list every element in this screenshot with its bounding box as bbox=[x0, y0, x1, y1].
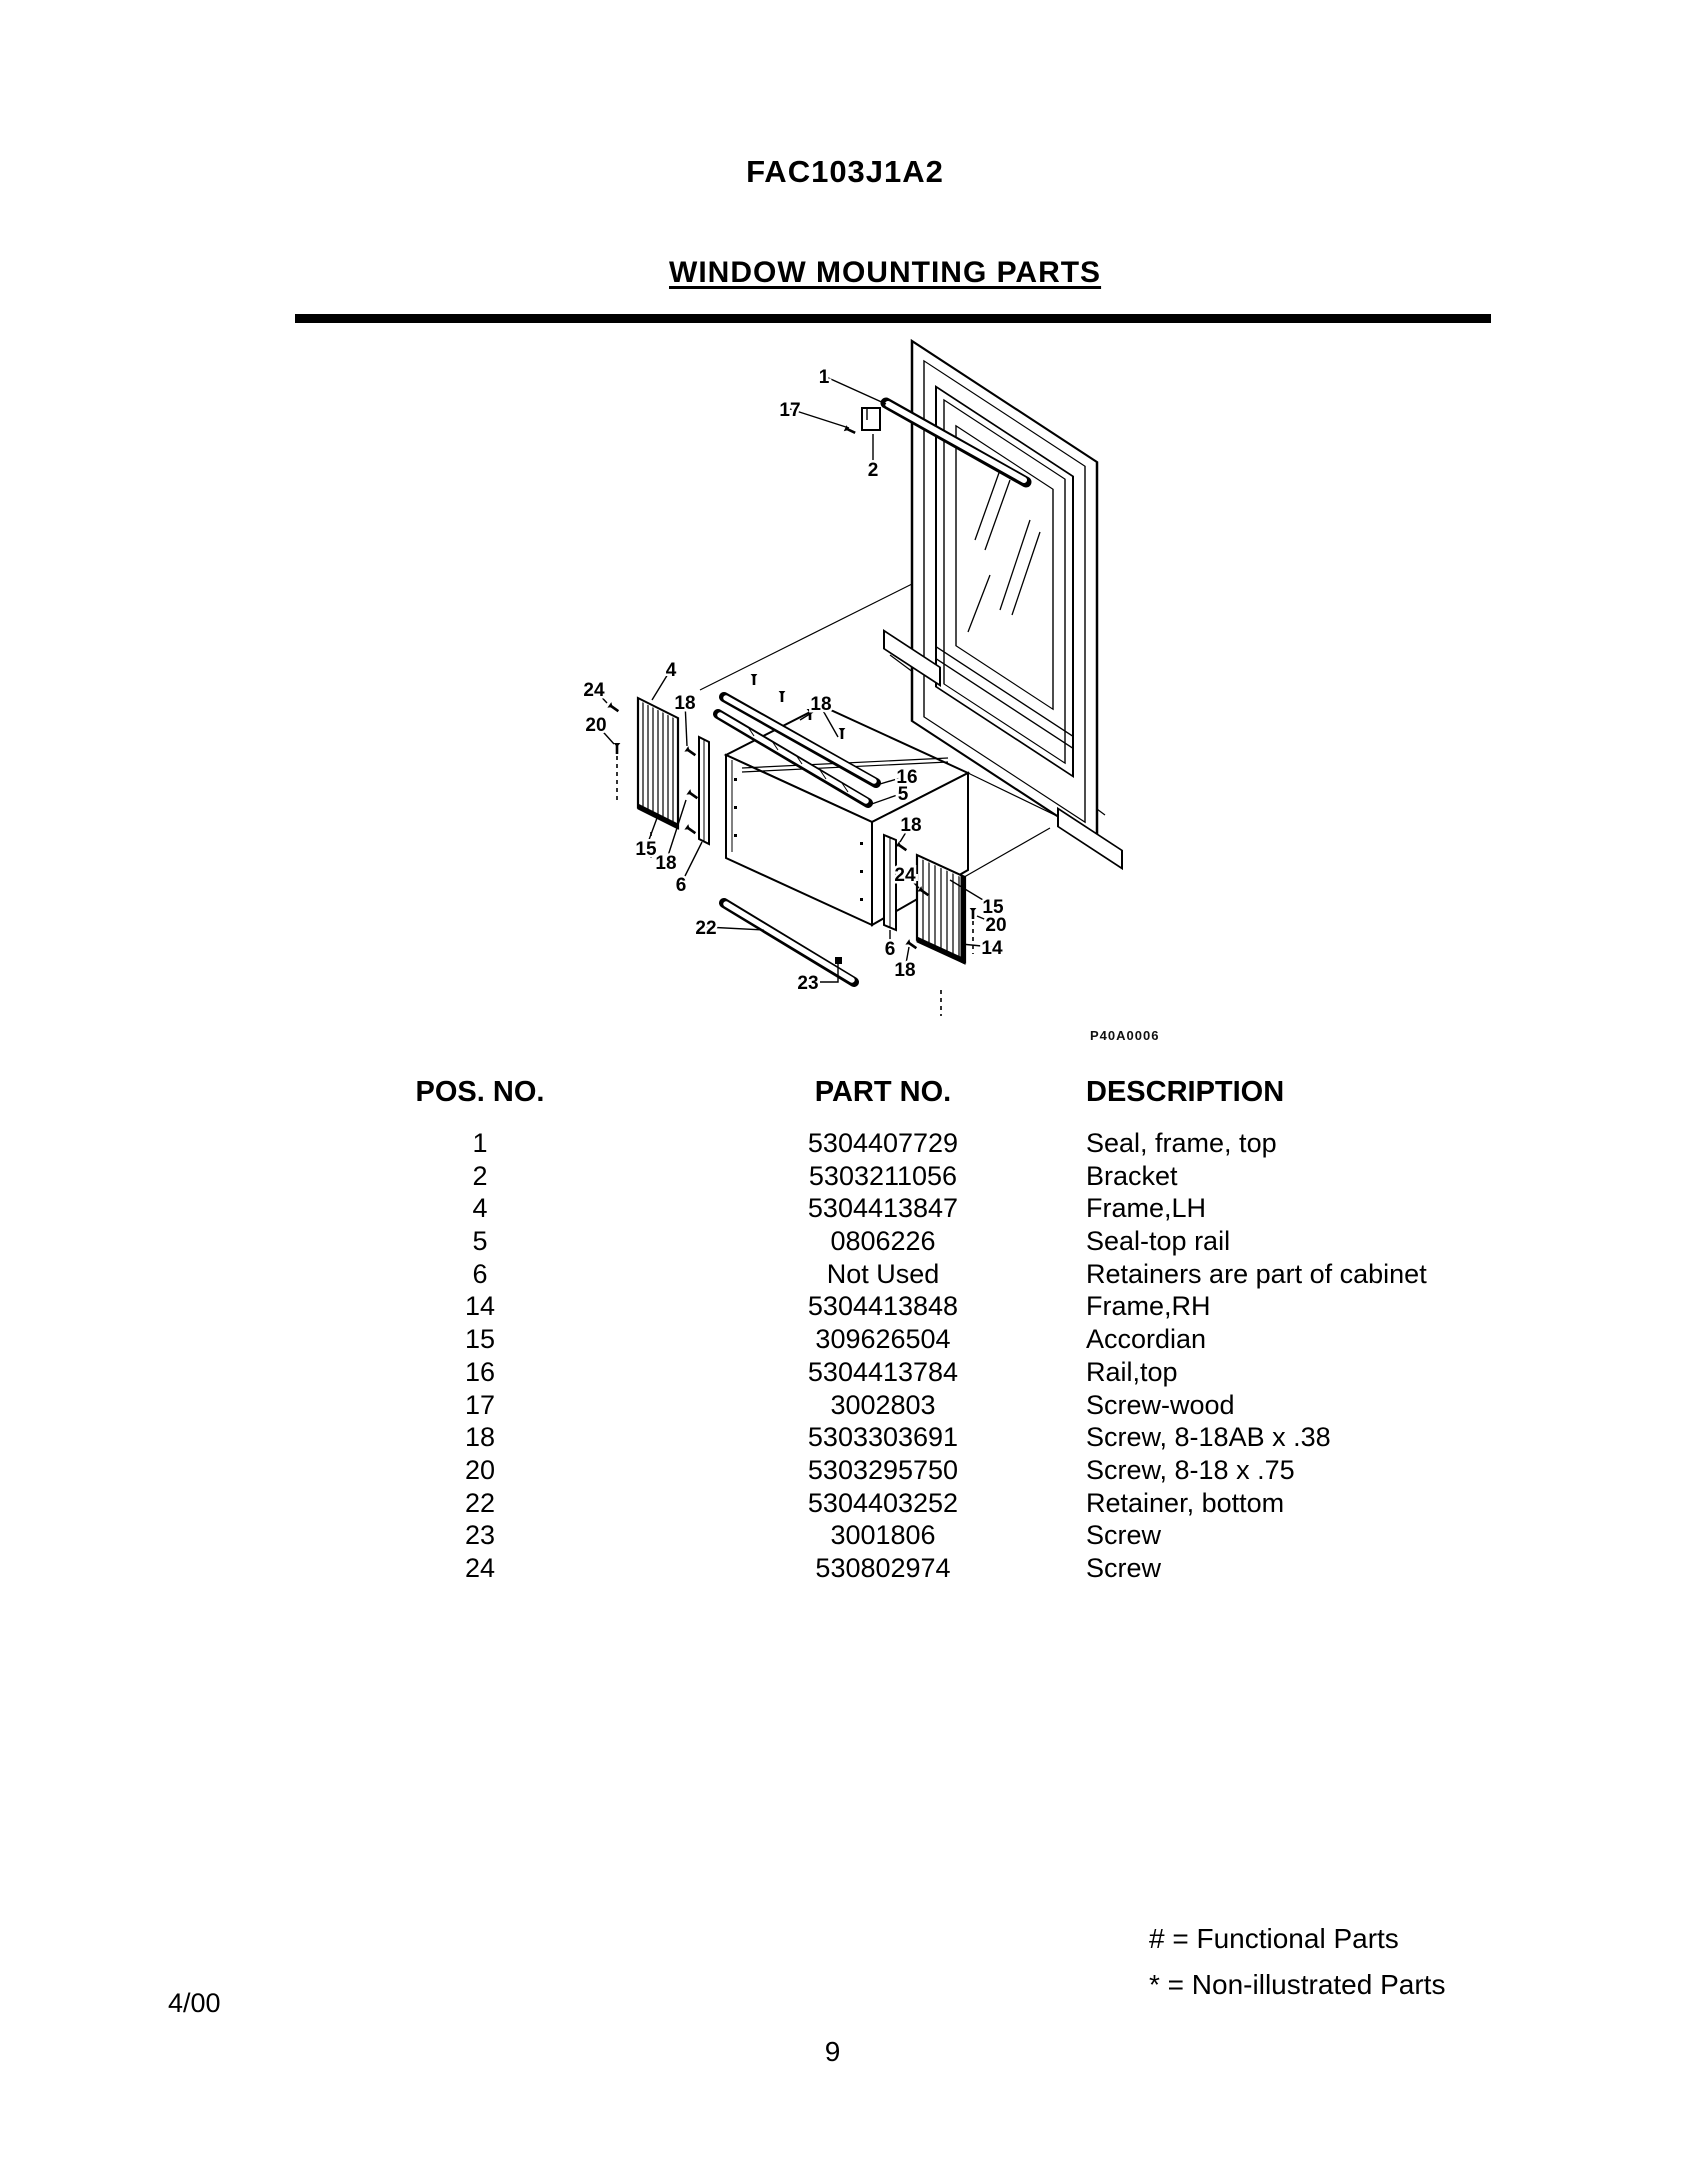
table-row bbox=[380, 1421, 1331, 1454]
cell-pos-no: 16 bbox=[464, 1356, 496, 1387]
callout-leader bbox=[824, 376, 886, 404]
table-row bbox=[380, 1389, 1320, 1422]
table-row bbox=[380, 1454, 1320, 1487]
parts-table-header bbox=[380, 1076, 1320, 1112]
cell-part-no: 5304413784 bbox=[807, 1356, 959, 1387]
callout-number: 20 bbox=[585, 715, 607, 736]
cell-part-no: 3001806 bbox=[830, 1520, 936, 1551]
cell-description: Seal, frame, top bbox=[1086, 1128, 1277, 1158]
callout-number: 22 bbox=[695, 918, 717, 939]
cell-pos-no: 23 bbox=[464, 1520, 496, 1551]
figure-code: P40A0006 bbox=[1090, 1028, 1160, 1043]
table-row bbox=[380, 1552, 1320, 1585]
callout-number: 18 bbox=[810, 694, 832, 715]
cell-part-no: 3002803 bbox=[830, 1389, 936, 1420]
callout-number: 2 bbox=[867, 460, 879, 481]
callout-number: 24 bbox=[894, 865, 916, 886]
callout-number: 18 bbox=[894, 960, 916, 981]
page-title: FAC103J1A2 bbox=[746, 154, 944, 189]
cell-pos-no: 18 bbox=[464, 1422, 496, 1453]
callout-number: 14 bbox=[981, 938, 1003, 959]
callout-number: 15 bbox=[982, 897, 1004, 918]
cell-part-no: 0806226 bbox=[830, 1226, 936, 1257]
cell-description: Retainers are part of cabinet bbox=[1086, 1258, 1427, 1289]
col-header-pos-no: POS. NO. bbox=[415, 1076, 545, 1108]
cell-pos-no: 22 bbox=[464, 1487, 496, 1518]
cell-pos-no: 17 bbox=[464, 1389, 496, 1420]
cell-part-no: 5303295750 bbox=[807, 1454, 959, 1485]
callout-number: 16 bbox=[896, 767, 918, 788]
exploded-diagram bbox=[540, 330, 1160, 1070]
cell-description: Screw, 8-18 x .75 bbox=[1086, 1454, 1295, 1485]
cell-description: Screw bbox=[1086, 1552, 1162, 1583]
cell-part-no: 530802974 bbox=[815, 1552, 951, 1583]
section-title: WINDOW MOUNTING PARTS bbox=[669, 256, 1102, 289]
screw-18 bbox=[686, 789, 699, 801]
parts-table bbox=[380, 1076, 1427, 1583]
callout-number: 4 bbox=[665, 660, 677, 681]
callout-number: 24 bbox=[583, 680, 605, 701]
cell-part-no: 5304413847 bbox=[807, 1193, 959, 1224]
cell-pos-no: 1 bbox=[472, 1128, 488, 1158]
divider-rule bbox=[295, 314, 1491, 323]
cell-part-no: 5303211056 bbox=[808, 1160, 958, 1191]
bracket bbox=[862, 408, 880, 430]
callout-number: 6 bbox=[675, 875, 687, 896]
cell-description: Frame,RH bbox=[1086, 1291, 1211, 1322]
cell-description: Bracket bbox=[1086, 1160, 1178, 1191]
screw-18 bbox=[905, 939, 918, 951]
table-row bbox=[380, 1160, 1320, 1193]
revision-date: 4/00 bbox=[168, 1988, 221, 2018]
cell-part-no: 309626504 bbox=[815, 1324, 951, 1355]
cell-description: Seal-top rail bbox=[1086, 1226, 1231, 1257]
cell-pos-no: 5 bbox=[472, 1226, 488, 1257]
legend-functional: # = Functional Parts bbox=[1149, 1923, 1399, 1954]
legend-non-illustrated: * = Non-illustrated Parts bbox=[1149, 1969, 1446, 2000]
cell-part-no: Not Used bbox=[826, 1258, 940, 1289]
screw-18 bbox=[684, 746, 697, 758]
cell-description: Rail,top bbox=[1086, 1356, 1178, 1387]
callout-number: 18 bbox=[655, 853, 677, 874]
cell-part-no: 5304413848 bbox=[807, 1291, 959, 1322]
table-row bbox=[380, 1258, 1427, 1291]
callout-number: 20 bbox=[985, 915, 1007, 936]
screw-18 bbox=[779, 691, 786, 702]
cell-part-no: 5304403252 bbox=[807, 1487, 959, 1518]
cell-pos-no: 6 bbox=[472, 1258, 488, 1289]
callout-number: 15 bbox=[635, 839, 657, 860]
screw-18 bbox=[751, 674, 758, 685]
legend bbox=[1149, 1916, 1445, 2008]
table-row bbox=[380, 1519, 1320, 1552]
table-row bbox=[380, 1323, 1320, 1356]
cell-description: Screw bbox=[1086, 1520, 1162, 1551]
callout-number: 1 bbox=[818, 367, 830, 388]
col-header-description: DESCRIPTION bbox=[1086, 1076, 1285, 1108]
callout-number: 17 bbox=[779, 400, 801, 421]
callout-number: 23 bbox=[797, 973, 819, 994]
cell-pos-no: 24 bbox=[464, 1552, 496, 1583]
page-number: 9 bbox=[824, 2036, 841, 2067]
screw-20 bbox=[614, 743, 621, 754]
parts-table-body bbox=[380, 1127, 1427, 1585]
screw-18 bbox=[684, 824, 697, 836]
screw-20 bbox=[970, 908, 977, 919]
cell-pos-no: 4 bbox=[472, 1193, 488, 1224]
callout-number: 5 bbox=[897, 784, 909, 805]
cell-description: Screw-wood bbox=[1086, 1389, 1235, 1420]
table-row bbox=[380, 1225, 1320, 1258]
callout-number: 18 bbox=[900, 815, 922, 836]
table-row bbox=[380, 1356, 1320, 1389]
cell-pos-no: 14 bbox=[464, 1291, 496, 1322]
table-row bbox=[380, 1192, 1320, 1225]
screw-24 bbox=[607, 702, 620, 714]
cell-description: Retainer, bottom bbox=[1086, 1487, 1285, 1518]
callout-number: 18 bbox=[674, 693, 696, 714]
frame-lh-accordion bbox=[638, 698, 709, 858]
cell-description: Frame,LH bbox=[1086, 1193, 1207, 1224]
cell-part-no: 5303303691 bbox=[807, 1422, 959, 1453]
table-row bbox=[380, 1487, 1320, 1520]
cell-pos-no: 20 bbox=[464, 1454, 496, 1485]
callout-number: 6 bbox=[884, 939, 896, 960]
table-row bbox=[380, 1127, 1320, 1160]
cell-part-no: 5304407729 bbox=[807, 1128, 959, 1158]
exploded-diagram-svg bbox=[540, 330, 1160, 1070]
cell-description: Screw, 8-18AB x .38 bbox=[1086, 1422, 1331, 1453]
cell-pos-no: 15 bbox=[464, 1324, 496, 1355]
retainer-bottom bbox=[724, 903, 854, 982]
cell-pos-no: 2 bbox=[472, 1160, 488, 1191]
table-row bbox=[380, 1290, 1320, 1323]
cell-description: Accordian bbox=[1086, 1324, 1207, 1355]
col-header-part-no: PART NO. bbox=[814, 1076, 952, 1108]
